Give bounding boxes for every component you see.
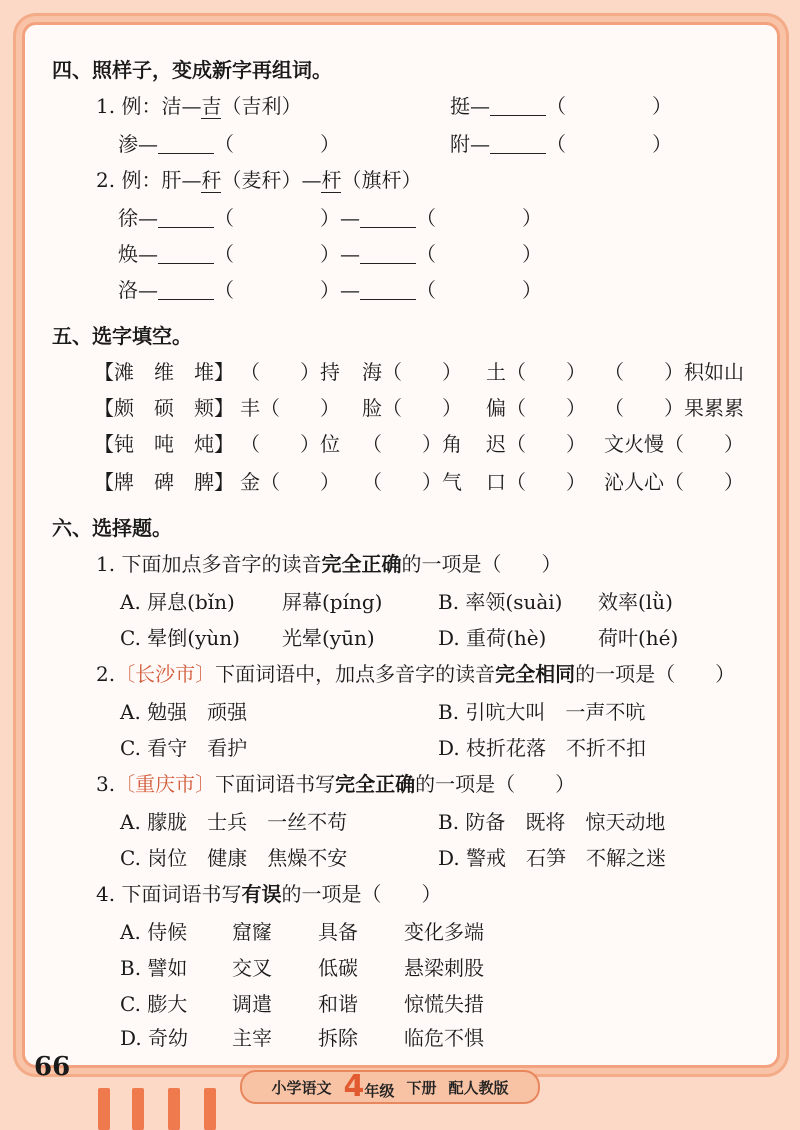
q2-option-b: B. 引吭大叫 一声不吭 bbox=[438, 700, 646, 724]
tab-decoration bbox=[132, 1088, 144, 1130]
q4-option-a-2: 窟窿 bbox=[232, 920, 272, 944]
q3-option-b: B. 防备 既将 惊天动地 bbox=[438, 810, 666, 834]
q4-option-b-2: 交叉 bbox=[232, 956, 272, 980]
s4-item-shen: 渗— （ ） bbox=[118, 132, 340, 156]
q4-option-b-4: 悬梁刺股 bbox=[404, 956, 484, 980]
q4-option-a-3: 具备 bbox=[318, 920, 358, 944]
q3-option-c: C. 岗位 健康 焦燥不安 bbox=[120, 846, 348, 870]
q1-stem: 1. 下面加点多音字的读音完全正确的一项是（ ） bbox=[96, 552, 562, 576]
s5-row-2-a: 丰（ ） bbox=[240, 396, 340, 420]
q2-option-d: D. 枝折花落 不折不扣 bbox=[438, 736, 647, 760]
q4-option-a-4: 变化多端 bbox=[404, 920, 484, 944]
q2-stem: 2.〔长沙市〕下面词语中，加点多音字的读音完全相同的一项是（ ） bbox=[96, 662, 736, 686]
q1-option-b2: 效率(lǜ) bbox=[598, 590, 673, 614]
q4-option-d-3: 拆除 bbox=[318, 1026, 358, 1050]
q4-option-c-4: 惊慌失措 bbox=[404, 992, 484, 1016]
s5-row-3-b: （ ）角 bbox=[362, 432, 462, 456]
s5-row-3-c: 迟（ ） bbox=[486, 432, 586, 456]
s5-row-4-group: 【牌 碑 脾】 bbox=[94, 470, 234, 494]
q4-option-c-1: C. 膨大 bbox=[120, 992, 188, 1016]
footer-grade: 4年级 bbox=[343, 1069, 395, 1104]
q1-option-c1: C. 晕倒(yùn) bbox=[120, 626, 240, 650]
q4-option-b-1: B. 譬如 bbox=[120, 956, 188, 980]
s5-row-2-b: 脸（ ） bbox=[362, 396, 462, 420]
q1-option-d2: 荷叶(hé) bbox=[598, 626, 679, 650]
s5-row-2-group: 【颇 硕 颊】 bbox=[94, 396, 234, 420]
q4-stem: 4. 下面词语书写有误的一项是（ ） bbox=[96, 882, 442, 906]
s4-item-luo: 洛— （ ）— （ ） bbox=[118, 278, 542, 302]
s5-row-1-c: 土（ ） bbox=[486, 360, 586, 384]
tab-decoration bbox=[204, 1088, 216, 1130]
s5-row-1-d: （ ）积如山 bbox=[604, 360, 744, 384]
s4-item-fu: 附— （ ） bbox=[450, 132, 672, 156]
q3-stem: 3.〔重庆市〕下面词语书写完全正确的一项是（ ） bbox=[96, 772, 576, 796]
q4-option-d-1: D. 奇幼 bbox=[120, 1026, 189, 1050]
q1-option-d1: D. 重荷(hè) bbox=[438, 626, 547, 650]
tab-decoration bbox=[98, 1088, 110, 1130]
s5-row-3-a: （ ）位 bbox=[240, 432, 340, 456]
footer-banner bbox=[240, 1070, 540, 1104]
s5-row-2-c: 偏（ ） bbox=[486, 396, 586, 420]
s5-row-3-d: 文火慢（ ） bbox=[604, 432, 744, 456]
q4-option-c-2: 调遣 bbox=[232, 992, 272, 1016]
tab-decoration bbox=[168, 1088, 180, 1130]
s5-row-4-a: 金（ ） bbox=[240, 470, 340, 494]
s5-row-4-c: 口（ ） bbox=[486, 470, 586, 494]
q4-option-d-4: 临危不惧 bbox=[404, 1026, 484, 1050]
q1-option-a1: A. 屏息(bǐn) bbox=[120, 590, 235, 614]
page-number: 66 bbox=[34, 1052, 71, 1082]
s4-item-huan: 焕— （ ）— （ ） bbox=[118, 242, 542, 266]
s4-item-ting: 挺— （ ） bbox=[450, 94, 672, 118]
q2-city-tag: 〔长沙市〕 bbox=[115, 662, 216, 686]
footer-edition: 配人教版 bbox=[448, 1078, 509, 1097]
q2-option-a: A. 勉强 顽强 bbox=[120, 700, 248, 724]
s4-example-2: 2. 例：肝—秆（麦秆）—杆（旗杆） bbox=[96, 168, 422, 192]
s5-row-1-a: （ ）持 bbox=[240, 360, 340, 384]
q1-option-c2: 光晕(yūn) bbox=[282, 626, 375, 650]
s5-row-3-group: 【钝 吨 炖】 bbox=[94, 432, 234, 456]
q2-option-c: C. 看守 看护 bbox=[120, 736, 248, 760]
section-4-title: 四、照样子，变成新字再组词。 bbox=[52, 58, 332, 82]
footer-subject: 小学语文 bbox=[271, 1078, 332, 1097]
s5-row-1-b: 海（ ） bbox=[362, 360, 462, 384]
q3-city-tag: 〔重庆市〕 bbox=[115, 772, 216, 796]
q4-option-b-3: 低碳 bbox=[318, 956, 358, 980]
q1-option-b1: B. 率领(suài) bbox=[438, 590, 563, 614]
s5-row-4-d: 沁人心（ ） bbox=[604, 470, 744, 494]
q4-option-d-2: 主宰 bbox=[232, 1026, 272, 1050]
section-5-title: 五、选字填空。 bbox=[52, 324, 192, 348]
section-6-title: 六、选择题。 bbox=[52, 516, 172, 540]
s4-item-xu: 徐— （ ）— （ ） bbox=[118, 206, 542, 230]
s5-row-2-d: （ ）果累累 bbox=[604, 396, 744, 420]
s4-example-1: 1. 例：洁—吉（吉利） bbox=[96, 94, 302, 118]
q4-option-a-1: A. 侍候 bbox=[120, 920, 188, 944]
footer-term: 下册 bbox=[406, 1078, 437, 1097]
s5-row-4-b: （ ）气 bbox=[362, 470, 462, 494]
q3-option-d: D. 警戒 石笋 不解之迷 bbox=[438, 846, 667, 870]
q4-option-c-3: 和谐 bbox=[318, 992, 358, 1016]
q1-option-a2: 屏幕(píng) bbox=[282, 590, 383, 614]
q3-option-a: A. 朦胧 士兵 一丝不苟 bbox=[120, 810, 348, 834]
s5-row-1-group: 【滩 维 堆】 bbox=[94, 360, 234, 384]
